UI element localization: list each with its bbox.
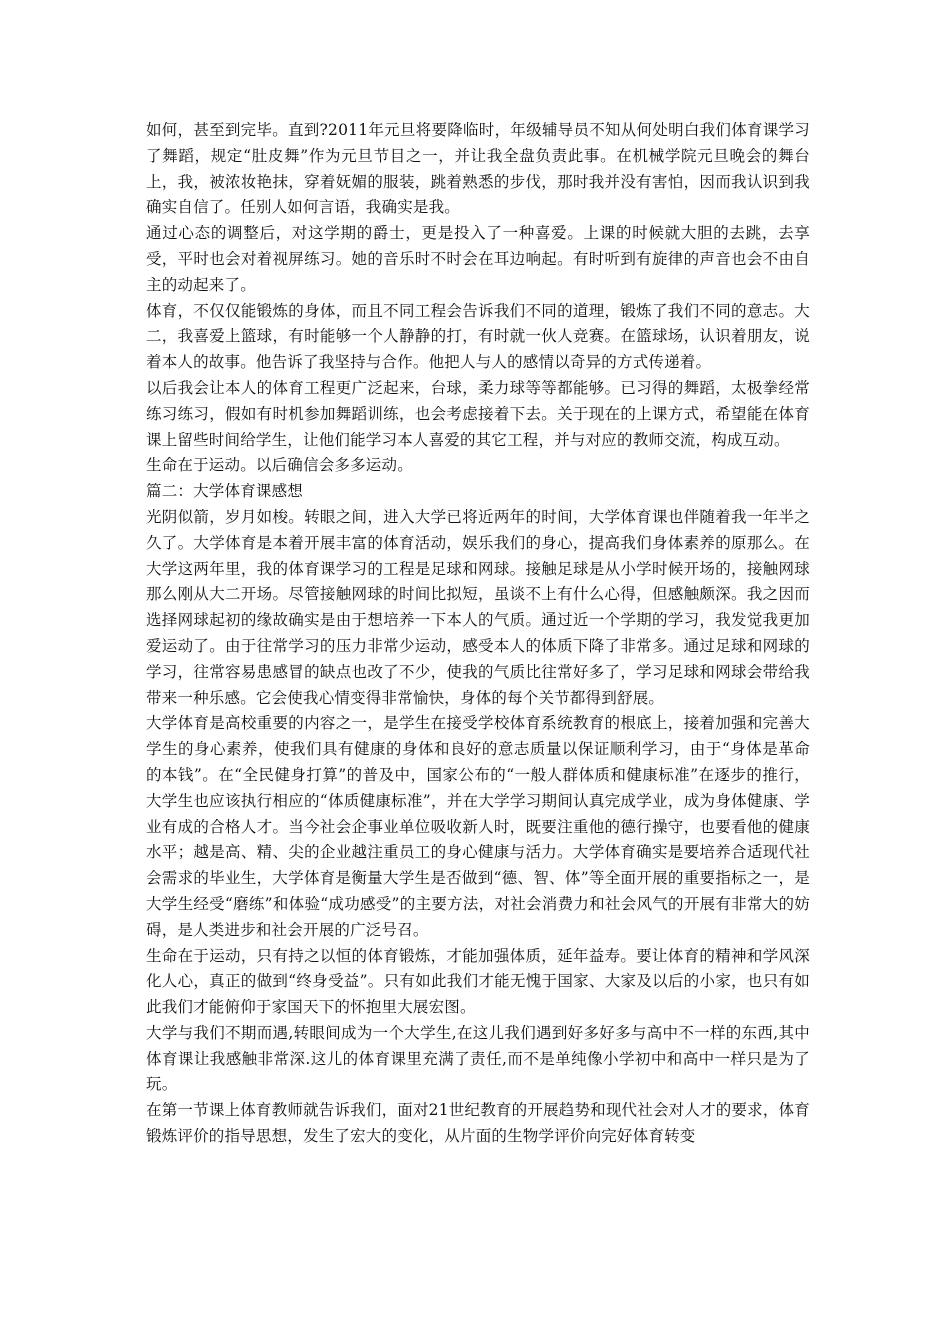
- document-body: [146, 118, 810, 1150]
- paragraph-1: 如何，甚至到完毕。直到?2011年元旦将要降临时，年级辅导员不知从何处明白我们体育课学习了舞蹈，规定“肚皮舞”作为元旦节目之一，并让我全盘负责此事。在机械学院元旦晚会的舞台上，我，被浓妆艳抹，穿着妩媚的服装，跳着熟悉的步伐，那时我并没有害怕，因而我认识到我确实自信了。任别人如何言语，我确实是我。: [146, 121, 810, 217]
- paragraph-5: 生命在于运动。以后确信会多多运动。: [146, 456, 413, 475]
- paragraph-8: 生命在于运动，只有持之以恒的体育锻炼，才能加强体质，延年益寿。要让体育的精神和学风深化人心，真正的做到“终身受益”。只有如此我们才能无愧于国家、大家及以后的小家，也只有如此我们才能俯仰于家国天下的怀抱里大展宏图。: [146, 946, 810, 1017]
- paragraph-6: 光阴似箭，岁月如梭。转眼之间，进入大学已将近两年的时间，大学体育课也伴随着我一年半之久了。大学体育是本着开展丰富的体育活动，娱乐我们的身心，提高我们身体素养的原那么。在大学这两年里，我的体育课学习的工程是足球和网球。接触足球是从小学时候开场的，接触网球那么刚从大二开场。尽管接触网球的时间比拟短，虽谈不上有什么心得，但感触颇深。我之因而选择网球起初的缘故确实是由于想培养一下本人的气质。通过近一个学期的学习，我发觉我更加爱运动了。由于往常学习的压力非常少运动，感受本人的体质下降了非常多。通过足球和网球的学习，往常容易患感冒的缺点也改了不少，使我的气质比往常好多了，学习足球和网球会带给我带来一种乐感。它会使我心情变得非常愉快，身体的每个关节都得到舒展。: [146, 507, 810, 707]
- paragraph-7: 大学体育是高校重要的内容之一，是学生在接受学校体育系统教育的根底上，接着加强和完善大学生的身心素养，使我们具有健康的身体和良好的意志质量以保证顺利学习，由于“身体是革命的本钱”。在“全民健身打算”的普及中，国家公布的“一般人群体质和健康标准”在逐步的推行，大学生也应该执行相应的“体质健康标准”，并在大学学习期间认真完成学业，成为身体健康、学业有成的合格人才。当今社会企事业单位吸收新人时，既要注重他的德行操守，也要看他的健康水平；越是高、精、尖的企业越注重员工的身心健康与活力。大学体育确实是要培养合适现代社会需求的毕业生，大学体育是衡量大学生是否做到“德、智、体”等全面开展的重要指标之一，是大学生经受“磨练”和体验“成功感受”的主要方法，对社会消费力和社会风气的开展有非常大的妨碍，是人类进步和社会开展的广泛号召。: [146, 714, 810, 939]
- section-heading: 篇二：大学体育课感想: [146, 482, 304, 501]
- paragraph-9: 大学与我们不期而遇,转眼间成为一个大学生,在这儿我们遇到好多好多与高中不一样的东西,其中体育课让我感触非常深.这儿的体育课里充满了责任,而不是单纯像小学初中和高中一样只是为了玩。: [146, 1023, 810, 1094]
- paragraph-10: 在第一节课上体育教师就告诉我们，面对21世纪教育的开展趋势和现代社会对人才的要求，体育锻炼评价的指导思想，发生了宏大的变化，从片面的生物学评价向完好体育转变: [146, 1101, 810, 1146]
- paragraph-3: 体育，不仅仅能锻炼的身体，而且不同工程会告诉我们不同的道理，锻炼了我们不同的意志。大二，我喜爱上篮球，有时能够一个人静静的打，有时就一伙人竞赛。在篮球场，认识着朋友，说着本人的故事。他告诉了我坚持与合作。他把人与人的感情以奇异的方式传递着。: [146, 301, 810, 372]
- paragraph-2: 通过心态的调整后，对这学期的爵士，更是投入了一种喜爱。上课的时候就大胆的去跳，去享受，平时也会对着视屏练习。她的音乐时不时会在耳边响起。有时听到有旋律的声音也会不由自主的动起来了。: [146, 224, 810, 294]
- paragraph-4: 以后我会让本人的体育工程更广泛起来，台球，柔力球等等都能够。已习得的舞蹈，太极拳经常练习练习，假如有时机参加舞蹈训练，也会考虑接着下去。关于现在的上课方式，希望能在体育课上留些时间给学生，让他们能学习本人喜爱的其它工程，并与对应的教师交流，构成互动。: [146, 378, 810, 449]
